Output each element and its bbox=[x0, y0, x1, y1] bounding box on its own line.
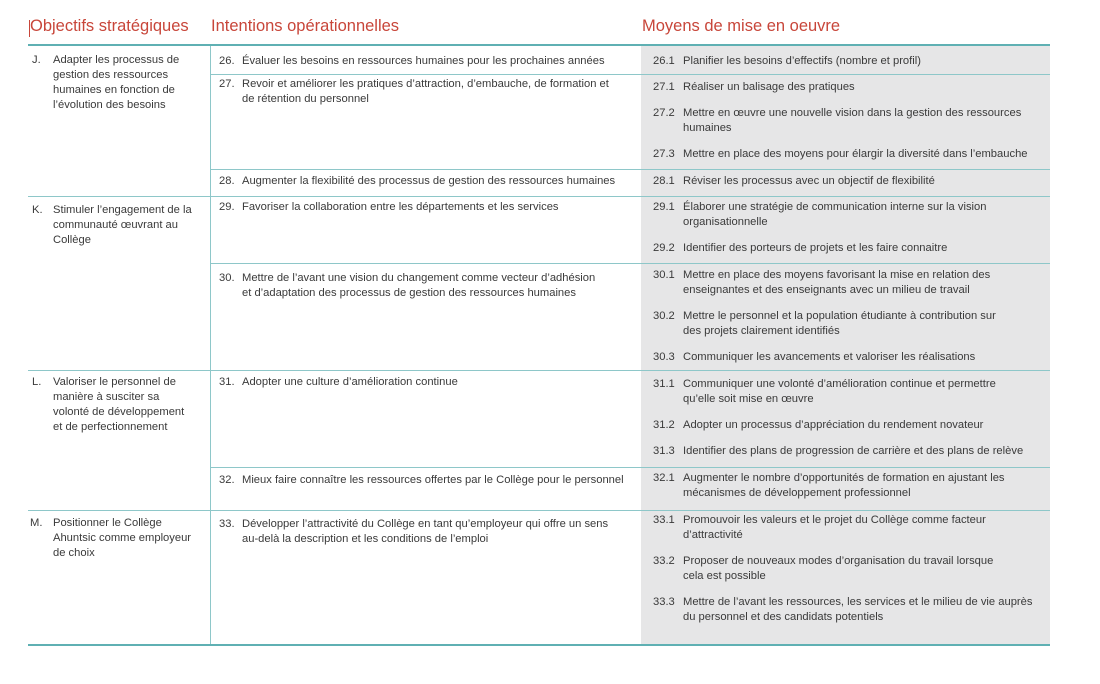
means-number: 29.1 bbox=[653, 201, 675, 213]
objective-letter: J. bbox=[32, 54, 41, 66]
row-separator bbox=[210, 169, 1050, 170]
means-text: Communiquer les avancements et valoriser les réalisations bbox=[683, 351, 976, 363]
intention-number: 32. bbox=[219, 474, 235, 486]
intention-text: Augmenter la flexibilité des processus de gestion des ressources humaines bbox=[242, 175, 616, 187]
row-separator bbox=[210, 263, 1050, 264]
objective-text: Valoriser le personnel de manière à susciter sa volonté de développement et de perfectionnement bbox=[53, 376, 185, 433]
means-number: 31.3 bbox=[653, 445, 675, 457]
row-separator bbox=[210, 74, 1050, 75]
means-text: Identifier des porteurs de projets et les faire connaitre bbox=[683, 242, 948, 254]
row-separator bbox=[28, 510, 1050, 511]
header-moyens: Moyens de mise en oeuvre bbox=[642, 17, 841, 35]
objective-letter: M. bbox=[30, 517, 43, 529]
means-text: Promouvoir les valeurs et le projet du Collège comme facteur d’attractivité bbox=[683, 514, 986, 541]
means-text: Identifier des plans de progression de carrière et des plans de relève bbox=[683, 445, 1024, 457]
objective-text: Positionner le Collège Ahuntsic comme employeur de choix bbox=[53, 517, 192, 559]
means-text: Proposer de nouveaux modes d’organisation du travail lorsque cela est possible bbox=[683, 555, 994, 582]
row-separator bbox=[210, 467, 1050, 468]
intention-number: 27. bbox=[219, 78, 235, 90]
objective-letter: L. bbox=[32, 376, 42, 388]
means-number: 31.1 bbox=[653, 378, 675, 390]
intention-text: Revoir et améliorer les pratiques d’attraction, d’embauche, de formation et de rétention du personnel bbox=[242, 78, 609, 105]
means-number: 33.1 bbox=[653, 514, 675, 526]
means-text: Réaliser un balisage des pratiques bbox=[683, 81, 855, 93]
objective-text: Adapter les processus de gestion des ressources humaines en fonction de l’évolution des besoins bbox=[53, 54, 180, 111]
intention-text: Adopter une culture d’amélioration continue bbox=[242, 376, 458, 388]
means-text: Réviser les processus avec un objectif de flexibilité bbox=[683, 175, 935, 187]
means-number: 27.3 bbox=[653, 148, 675, 160]
bottom-rule bbox=[28, 644, 1050, 646]
means-text: Élaborer une stratégie de communication interne sur la vision organisationnelle bbox=[683, 201, 987, 228]
means-text: Mettre de l’avant les ressources, les services et le milieu de vie auprès du personnel et des candidats potentiels bbox=[683, 596, 1033, 623]
means-number: 30.2 bbox=[653, 310, 675, 322]
row-separator bbox=[28, 370, 1050, 371]
intention-number: 28. bbox=[219, 175, 235, 187]
intention-number: 30. bbox=[219, 272, 235, 284]
intention-text: Évaluer les besoins en ressources humaines pour les prochaines années bbox=[242, 55, 605, 67]
means-number: 27.1 bbox=[653, 81, 675, 93]
means-text: Mettre en place des moyens favorisant la mise en relation des enseignantes et des enseignants avec un milieu de travail bbox=[683, 269, 991, 296]
means-number: 30.3 bbox=[653, 351, 675, 363]
means-text: Communiquer une volonté d’amélioration continue et permettre qu’elle soit mise en œuvre bbox=[683, 378, 996, 405]
row-separator bbox=[28, 196, 1050, 197]
top-rule bbox=[28, 44, 1050, 46]
intention-text: Favoriser la collaboration entre les départements et les services bbox=[242, 201, 559, 213]
means-text: Mettre en place des moyens pour élargir la diversité dans l’embauche bbox=[683, 148, 1028, 160]
means-text: Mettre en œuvre une nouvelle vision dans la gestion des ressources humaines bbox=[683, 107, 1022, 134]
objective-letter: K. bbox=[32, 204, 43, 216]
means-number: 33.2 bbox=[653, 555, 675, 567]
intention-text: Développer l’attractivité du Collège en tant qu’employeur qui offre un sens au-delà la description et les conditions de l’emploi bbox=[242, 518, 609, 545]
intention-number: 31. bbox=[219, 376, 235, 388]
means-number: 29.2 bbox=[653, 242, 675, 254]
means-text: Augmenter le nombre d’opportunités de formation en ajustant les mécanismes de développement professionnel bbox=[683, 472, 1005, 499]
means-text: Planifier les besoins d’effectifs (nombre et profil) bbox=[683, 55, 921, 67]
means-number: 32.1 bbox=[653, 472, 675, 484]
means-number: 31.2 bbox=[653, 419, 675, 431]
column-divider bbox=[210, 46, 211, 644]
means-text: Adopter un processus d’appréciation du rendement novateur bbox=[683, 419, 984, 431]
means-text: Mettre le personnel et la population étudiante à contribution sur des projets clairement identifiés bbox=[683, 310, 996, 337]
intention-number: 26. bbox=[219, 55, 235, 67]
intention-text: Mieux faire connaître les ressources offertes par le Collège pour le personnel bbox=[242, 474, 624, 486]
means-number: 33.3 bbox=[653, 596, 675, 608]
means-number: 26.1 bbox=[653, 55, 675, 67]
intention-number: 33. bbox=[219, 518, 235, 530]
means-number: 28.1 bbox=[653, 175, 675, 187]
header-objectifs: Objectifs stratégiques bbox=[30, 17, 189, 35]
means-number: 27.2 bbox=[653, 107, 675, 119]
intention-text: Mettre de l’avant une vision du changement comme vecteur d’adhésion et d’adaptation des processus de gestion des ressources humaines bbox=[242, 272, 596, 299]
intention-number: 29. bbox=[219, 201, 235, 213]
header-intentions: Intentions opérationnelles bbox=[211, 17, 400, 35]
means-number: 30.1 bbox=[653, 269, 675, 281]
objective-text: Stimuler l’engagement de la communauté œuvrant au Collège bbox=[53, 204, 192, 246]
